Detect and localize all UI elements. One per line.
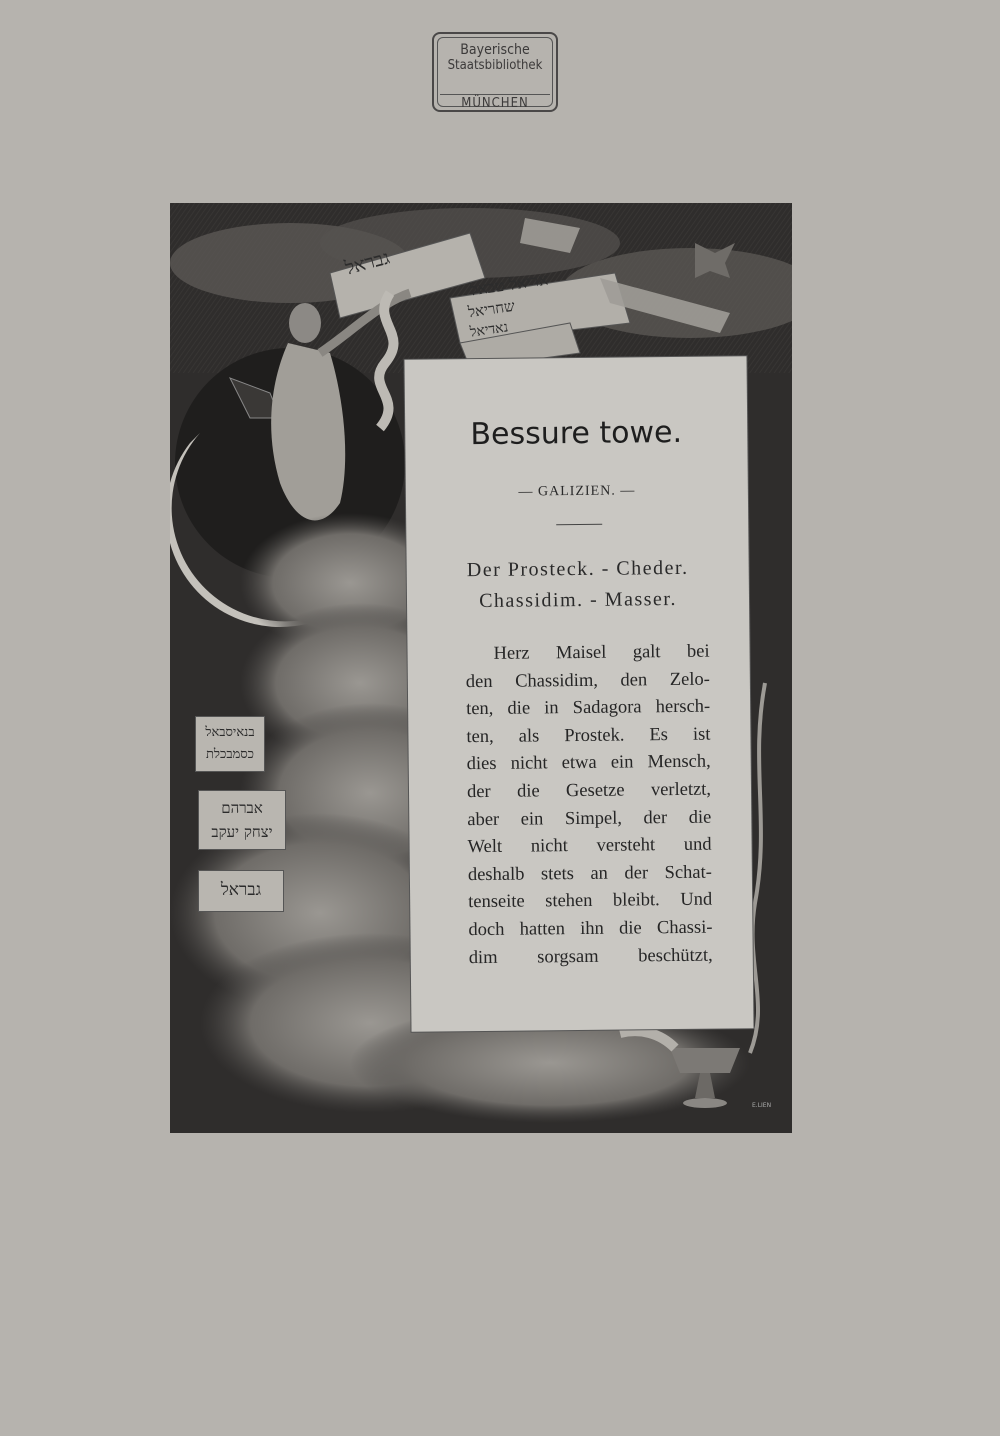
ribbon-mid-text-3: נאדיאל [469,319,510,341]
incense-bowl [670,1048,740,1073]
hebrew-plaque-2 [198,790,286,850]
region-subtitle: — GALIZIEN. — [518,483,636,500]
text-line: ten, als Prostek. Es ist [466,724,711,747]
text-line: tenseite stehen bleibt. Und [468,889,713,913]
text-line: Herz Maisel galt bei [493,641,710,664]
text-line: der die Gesetze verletzt, [466,779,712,803]
stamp-line-1: Bayerische [460,42,530,58]
plaque-2-line-1: אברהם [221,799,263,817]
text-line: aber ein Simpel, der die [467,807,712,830]
page-title: Bessure towe. [470,414,683,453]
figure-head [289,303,321,343]
text-line: doch hatten ihn die Chassi- [468,917,713,941]
divider-rule [556,524,602,525]
chapter-headings [407,552,750,618]
text-line: dim sorgsam beschützt, [468,945,713,968]
chapter-line: Chassidim. - Masser. [479,587,678,613]
text-line: Welt nicht versteht und [467,834,712,858]
stamp-divider [440,94,550,95]
plaque-2-line-2: יצחק יעקב [211,823,273,841]
hebrew-plaque-1 [195,716,265,772]
stamp-line-2: Staatsbibliothek [447,58,543,73]
text-line: ten, die in Sadagora hersch- [466,696,711,720]
stamp-line-3: MÜNCHEN [461,96,529,111]
hebrew-plaque-3: גבראל [198,870,284,912]
text-panel [404,356,753,1032]
plaque-1-line-1: בנאיסבאל [205,725,255,740]
chapter-line: Der Prosteck. - Cheder. [466,556,689,582]
artist-signature: E.LIEN [752,1102,772,1109]
ribbon-top-text: גבראל [342,246,393,280]
text-line: deshalb stets an der Schat- [467,862,712,885]
plaque-1-line-2: כסמבכלת [205,747,255,762]
body-text [465,639,712,973]
library-stamp [432,32,558,112]
incense-base [683,1098,727,1108]
ribbon-mid-text-1: אריאל טבאל [468,269,550,300]
text-line: dies nicht etwa ein Mensch, [466,751,711,775]
ribbon-mid-text-2: שחריאל [466,296,516,322]
text-line: den Chassidim, den Zelo- [465,669,710,692]
